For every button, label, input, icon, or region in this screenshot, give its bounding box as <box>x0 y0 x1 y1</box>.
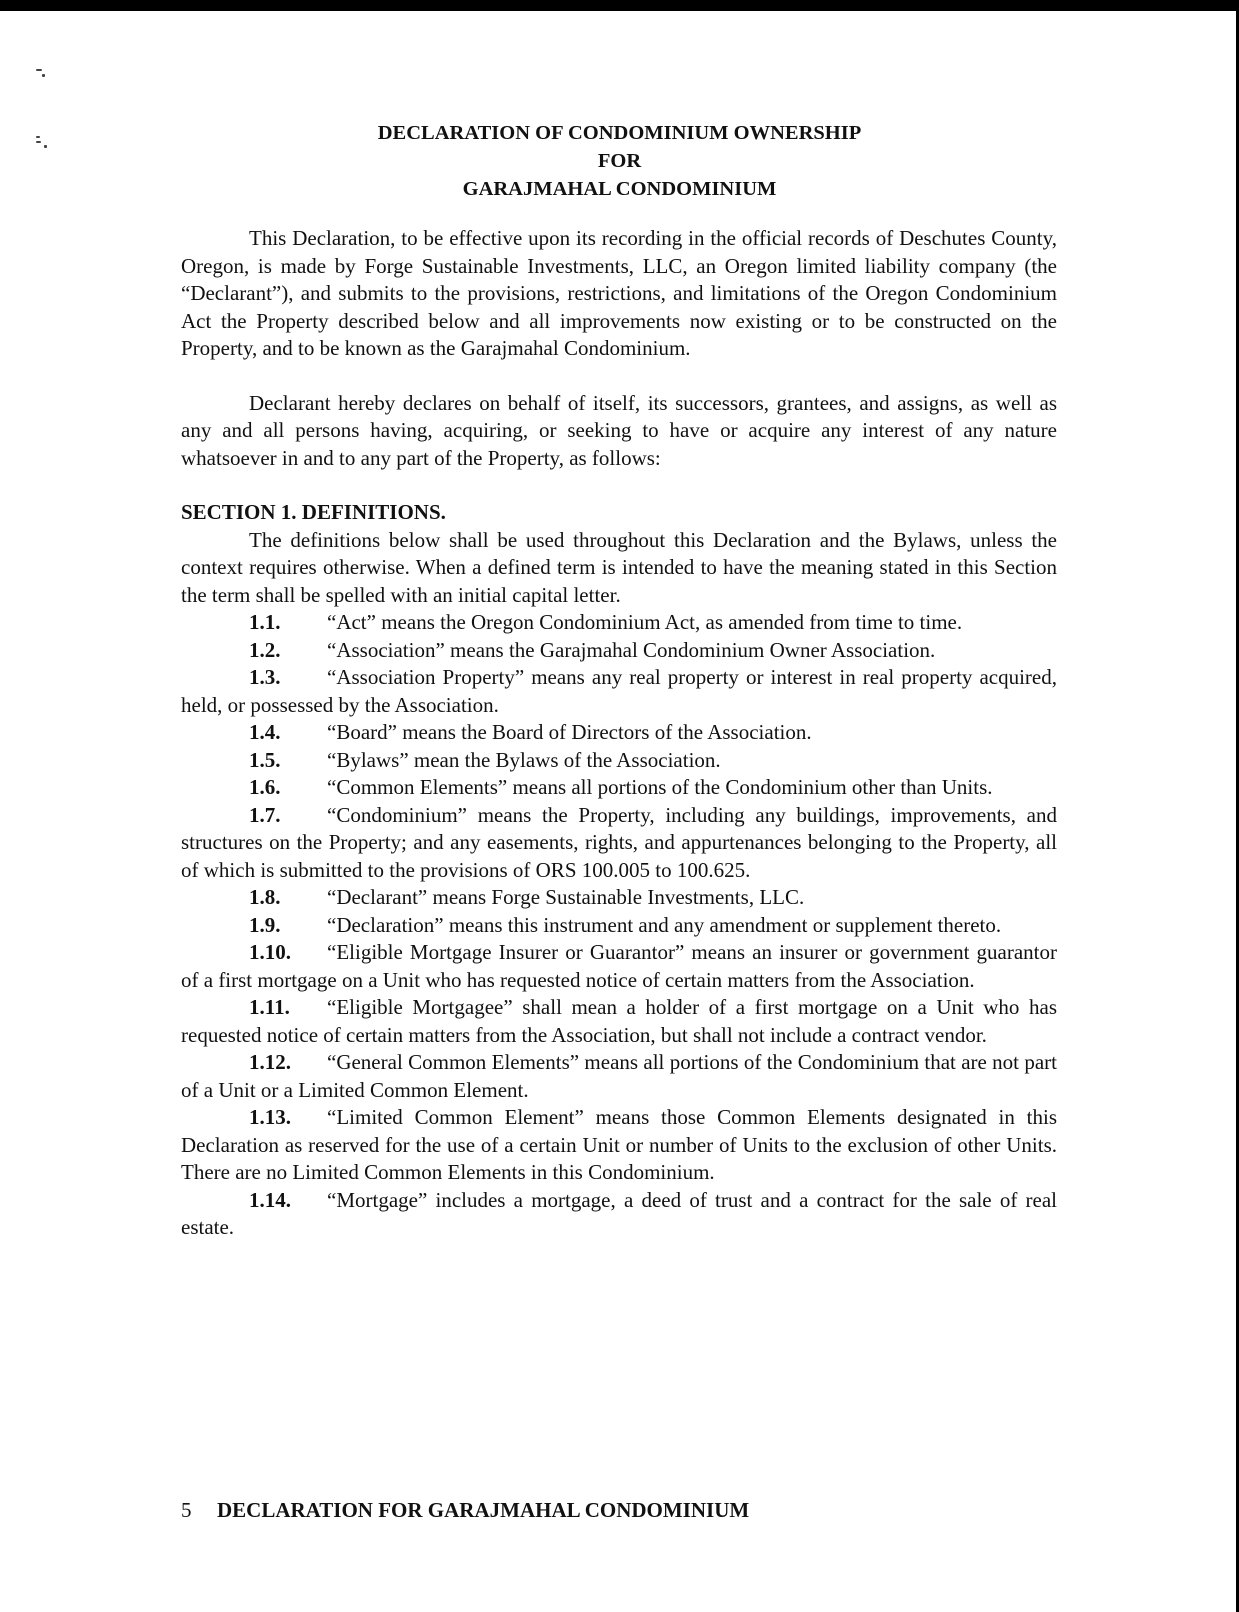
scan-speck <box>36 69 42 71</box>
definition-item <box>181 747 1057 775</box>
document-page <box>0 11 1236 1612</box>
definition-number: 1.12. <box>249 1050 291 1074</box>
section-heading: SECTION 1. DEFINITIONS. <box>181 500 446 524</box>
title-line-2: FOR <box>597 150 642 172</box>
definition-item <box>181 774 1057 802</box>
definition-text: “Bylaws” mean the Bylaws of the Association. <box>327 747 721 772</box>
definition-item <box>181 939 1057 994</box>
definition-text: “General Common Elements” means all portions of the Condominium that are not part of a Unit or a Limited Common Element. <box>181 1050 1057 1102</box>
definition-number: 1.14. <box>249 1187 291 1212</box>
definition-number: 1.5. <box>249 747 281 772</box>
definition-text: “Act” means the Oregon Condominium Act, as amended from time to time. <box>327 610 963 634</box>
definition-number: 1.3. <box>249 665 281 689</box>
definition-number: 1.4. <box>249 720 281 744</box>
intro-paragraph: This Declaration, to be effective upon its recording in the official records of Deschutes County, Oregon, is made by Forge Sustainable Investments, LLC, an Oregon limited liability company (the “Declarant”), and submits to the provisions, restrictions, and limitations of the Oregon Condominium Act the Property described below and all improvements now existing or to be constructed on the Property, and to be known as the Garajmahal Condominium. <box>181 226 1057 360</box>
definition-text: “Eligible Mortgage Insurer or Guarantor” means an insurer or government guarantor of a first mortgage on a Unit who has requested notice of certain matters from the Association. <box>181 940 1057 992</box>
definition-item <box>181 1187 1057 1242</box>
definition-text: “Board” means the Board of Directors of the Association. <box>327 720 812 744</box>
page-number: 5 <box>181 1498 192 1522</box>
definition-item <box>181 664 1057 719</box>
definition-text: “Declaration” means this instrument and any amendment or supplement thereto. <box>327 912 1002 937</box>
footer-title: DECLARATION FOR GARAJMAHAL CONDOMINIUM <box>217 1498 750 1522</box>
definition-text: “Eligible Mortgagee” shall mean a holder of a first mortgage on a Unit who has requested notice of certain matters from the Association, but shall not include a contract vendor. <box>181 995 1057 1047</box>
definition-item <box>181 637 1057 665</box>
definition-text: “Association Property” means any real property or interest in real property acquired, held, or possessed by the Association. <box>181 665 1057 717</box>
definition-number: 1.11. <box>249 995 290 1019</box>
section-intro: The definitions below shall be used throughout this Declaration and the Bylaws, unless the context requires otherwise. When a defined term is intended to have the meaning stated in this Section the term shall be spelled with an initial capital letter. <box>181 527 1057 607</box>
definition-item <box>181 802 1057 885</box>
page-footer <box>181 1497 749 1524</box>
declaration-paragraph: Declarant hereby declares on behalf of itself, its successors, grantees, and assigns, as well as any and all persons having, acquiring, or seeking to have or acquire any interest of any nature whatsoever in and to any part of the Property, as follows: <box>181 390 1057 470</box>
title-line-3: GARAJMAHAL CONDOMINIUM <box>462 178 777 200</box>
document-title <box>0 119 1239 203</box>
definition-text: “Declarant” means Forge Sustainable Investments, LLC. <box>327 885 805 909</box>
definition-number: 1.9. <box>249 912 281 937</box>
definition-text: “Common Elements” means all portions of the Condominium other than Units. <box>327 775 993 799</box>
definition-text: “Association” means the Garajmahal Condominium Owner Association. <box>327 637 936 662</box>
definition-item <box>181 719 1057 747</box>
definition-item <box>181 1049 1057 1104</box>
definition-number: 1.2. <box>249 637 281 662</box>
definition-number: 1.7. <box>249 802 281 827</box>
scan-speck <box>42 74 45 77</box>
document-body <box>181 225 1057 1242</box>
definition-item <box>181 912 1057 940</box>
definition-number: 1.8. <box>249 885 281 909</box>
definition-text: “Condominium” means the Property, including any buildings, improvements, and structures on the Property; and any easements, rights, and appurtenances belonging to the Property, all of which is submitted to the provisions of ORS 100.005 to 100.625. <box>181 802 1057 882</box>
title-line-1: DECLARATION OF CONDOMINIUM OWNERSHIP <box>377 122 862 144</box>
definition-number: 1.1. <box>249 610 281 634</box>
definition-item <box>181 1104 1057 1187</box>
definition-number: 1.13. <box>249 1105 291 1129</box>
definition-number: 1.6. <box>249 775 281 799</box>
definition-item <box>181 609 1057 637</box>
definition-item <box>181 994 1057 1049</box>
definition-text: “Limited Common Element” means those Common Elements designated in this Declaration as reserved for the use of a certain Unit or number of Units to the exclusion of other Units. There are no Limited Common Elements in this Condominium. <box>181 1105 1057 1184</box>
definitions-list <box>181 609 1057 1242</box>
definition-number: 1.10. <box>249 940 291 964</box>
definition-text: “Mortgage” includes a mortgage, a deed of trust and a contract for the sale of real estate. <box>181 1187 1057 1239</box>
definition-item <box>181 884 1057 912</box>
